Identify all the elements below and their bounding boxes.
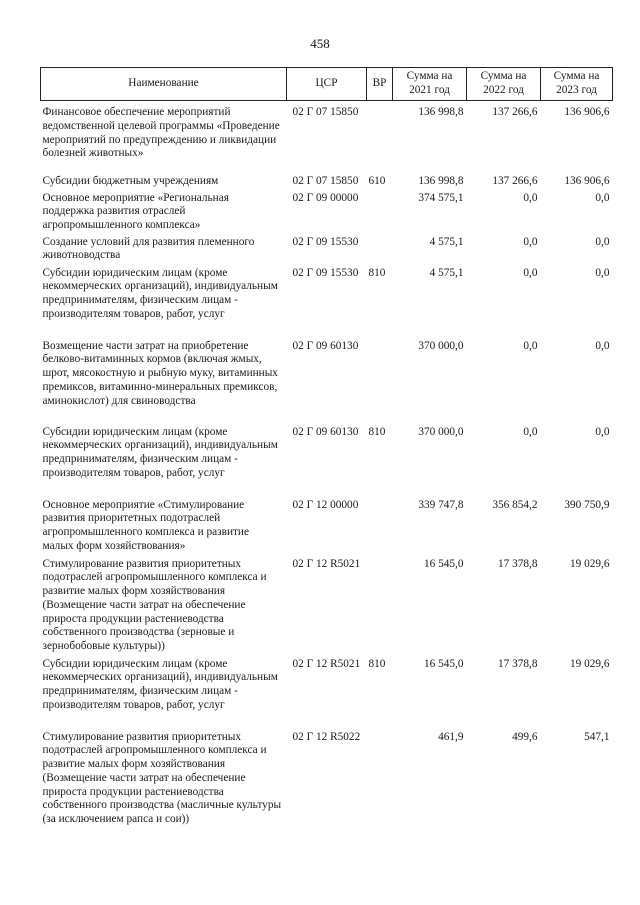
row-name: Возмещение части затрат на приобретение белково-витаминных кормов (включая жмых, шрот, мясокостную и рыбную муку, витаминных премиксов, витаминно-минеральных премиксов, аминокислот) для свиноводства: [42, 339, 278, 407]
row-vr: 810: [368, 266, 386, 279]
row-sum-2023: 0,0: [595, 235, 610, 248]
row-sum-2021: 370 000,0: [418, 425, 464, 438]
budget-table: [40, 67, 613, 831]
row-vr: 810: [368, 657, 386, 670]
row-name: Субсидии юридическим лицам (кроме некоммерческих организаций), индивидуальным предпринимателям, физическим лицам - производителям товаров, работ, услуг: [42, 657, 278, 711]
row-sum-2021: 136 998,8: [418, 106, 464, 118]
row-sum-2023: 0,0: [595, 191, 610, 204]
row-csr: 02 Г 07 15850: [292, 174, 359, 187]
table-row: [41, 558, 613, 658]
row-sum-2022: 17 378,8: [497, 657, 538, 670]
row-sum-2021: 461,9: [438, 730, 464, 743]
row-name: Субсидии бюджетным учреждениям: [42, 174, 219, 187]
row-sum-2023: 0,0: [595, 425, 610, 438]
table-row: [41, 175, 613, 192]
row-sum-2021: 136 998,8: [418, 174, 464, 187]
row-sum-2023: 19 029,6: [569, 657, 610, 670]
row-csr: 02 Г 09 00000: [292, 191, 359, 204]
header-vr: ВР: [367, 68, 393, 101]
table-row: [41, 731, 613, 831]
row-sum-2022: 0,0: [523, 266, 538, 279]
row-name: Стимулирование развития приоритетных подотраслей агропромышленного комплекса и развитие малых форм хозяйствования (Возмещение части затрат на обеспечение прироста продукции растениеводства собственного производства (масличные культуры (за исключением рапса и сои)): [42, 730, 282, 826]
row-sum-2022: 0,0: [523, 339, 538, 352]
row-sum-2021: 4 575,1: [429, 235, 464, 248]
row-sum-2022: 0,0: [523, 425, 538, 438]
header-sum-2021-line2: 2021 год: [409, 84, 450, 96]
row-sum-2023: 547,1: [584, 730, 610, 743]
page-number: 458: [310, 36, 330, 51]
row-sum-2023: 390 750,9: [564, 498, 610, 511]
row-name: Стимулирование развития приоритетных подотраслей агропромышленного комплекса и развитие малых форм хозяйствования (Возмещение части затрат на обеспечение прироста продукции растениеводства собственного производства (зерновые и зернобобовые культуры)): [42, 557, 267, 653]
header-sum-2023-line2: 2023 год: [556, 84, 597, 96]
row-sum-2023: 0,0: [595, 266, 610, 279]
row-name: Основное мероприятие «Региональная поддержка развития отраслей агропромышленного комплекса»: [42, 191, 229, 232]
row-sum-2023: 136 906,6: [564, 106, 610, 118]
table-row: [41, 192, 613, 236]
row-csr: 02 Г 07 15850: [292, 106, 359, 118]
row-csr: 02 Г 09 15530: [292, 235, 359, 248]
row-sum-2022: 356 854,2: [492, 498, 538, 511]
row-name: Основное мероприятие «Стимулирование развития приоритетных подотраслей агропромышленного комплекса и развитие малых форм хозяйствования»: [42, 498, 249, 552]
row-sum-2022: 499,6: [512, 730, 538, 743]
row-sum-2022: 17 378,8: [497, 557, 538, 570]
row-sum-2023: 19 029,6: [569, 557, 610, 570]
header-csr: ЦСР: [287, 68, 367, 101]
row-sum-2023: 0,0: [595, 339, 610, 352]
row-vr: [367, 101, 393, 175]
table-header: [41, 68, 613, 101]
table-row: [41, 267, 613, 340]
row-name: Создание условий для развития племенного животноводства: [42, 235, 255, 262]
table-row: [41, 101, 613, 175]
header-sum-2021-line1: Сумма на: [406, 70, 453, 83]
row-sum-2021: 339 747,8: [418, 498, 464, 511]
row-csr: 02 Г 09 15530: [292, 266, 359, 279]
row-sum-2021: 16 545,0: [423, 557, 464, 570]
header-sum-2023-line1: Сумма на: [553, 70, 600, 83]
row-csr: 02 Г 09 60130: [292, 425, 359, 438]
header-sum-2022: [467, 68, 541, 101]
row-vr: [367, 340, 393, 426]
row-csr: 02 Г 12 R5022: [292, 730, 361, 743]
row-name: Субсидии юридическим лицам (кроме некоммерческих организаций), индивидуальным предпринимателям, физическим лицам - производителям товаров, работ, услуг: [42, 425, 278, 479]
row-vr: [367, 236, 393, 267]
row-vr: 810: [368, 425, 386, 438]
header-sum-2021: [393, 68, 467, 101]
row-sum-2021: 370 000,0: [418, 339, 464, 352]
header-name: Наименование: [41, 68, 287, 101]
row-name: Субсидии юридическим лицам (кроме некоммерческих организаций), индивидуальным предпринимателям, физическим лицам - производителям товаров, работ, услуг: [42, 266, 278, 320]
row-vr: [367, 192, 393, 236]
row-sum-2022: 0,0: [523, 235, 538, 248]
row-sum-2022: 0,0: [523, 191, 538, 204]
header-sum-2022-line2: 2022 год: [483, 84, 524, 96]
row-sum-2021: 374 575,1: [418, 191, 464, 204]
table-row: [41, 658, 613, 731]
row-vr: [367, 558, 393, 658]
table-row: [41, 426, 613, 499]
header-sum-2022-line1: Сумма на: [480, 70, 527, 83]
table-row: [41, 340, 613, 426]
row-vr: [367, 499, 393, 558]
table-row: [41, 236, 613, 267]
row-sum-2022: 137 266,6: [492, 174, 538, 187]
row-name: Финансовое обеспечение мероприятий ведомственной целевой программы «Проведение мероприятий по предупреждению и ликвидации болезней животных»: [42, 106, 280, 160]
row-sum-2022: 137 266,6: [492, 106, 538, 118]
header-sum-2023: [541, 68, 613, 101]
row-sum-2021: 4 575,1: [429, 266, 464, 279]
row-vr: [367, 731, 393, 831]
row-csr: 02 Г 12 R5021: [292, 657, 361, 670]
row-vr: 610: [368, 174, 386, 187]
row-csr: 02 Г 12 00000: [292, 498, 359, 511]
row-csr: 02 Г 12 R5021: [292, 557, 361, 570]
table-row: [41, 499, 613, 558]
row-csr: 02 Г 09 60130: [292, 339, 359, 352]
row-sum-2021: 16 545,0: [423, 657, 464, 670]
table-body: [41, 101, 613, 831]
row-sum-2023: 136 906,6: [564, 174, 610, 187]
